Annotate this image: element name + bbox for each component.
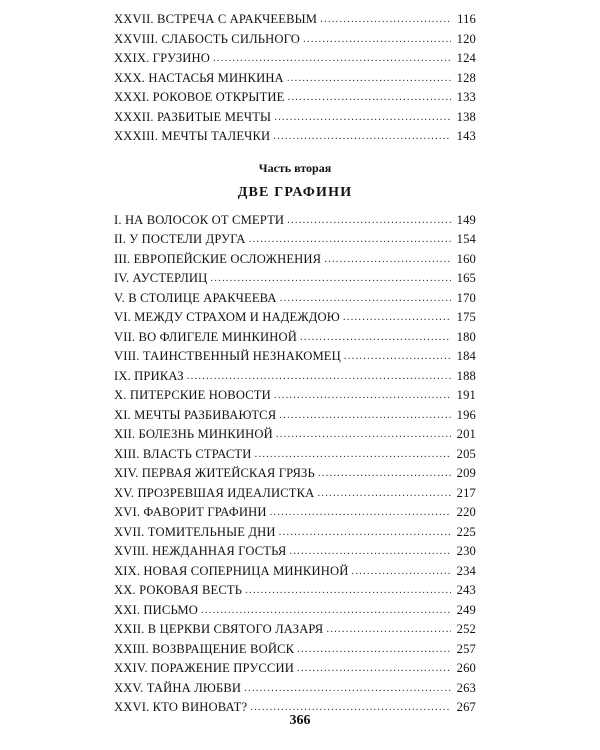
dot-leader: [324, 251, 451, 266]
chapter-page-number: 188: [456, 368, 476, 383]
chapter-page-number: 209: [456, 466, 476, 480]
chapter-title: XVI. ФАВОРИТ ГРАФИНИ: [114, 505, 267, 519]
chapter-title: XVIII. НЕЖДАННАЯ ГОСТЬЯ: [114, 544, 287, 558]
chapter-title: XV. ПРОЗРЕВШАЯ ИДЕАЛИСТКА: [114, 485, 315, 500]
dot-leader: [210, 270, 451, 285]
dot-leader: [344, 348, 451, 363]
dot-leader: [274, 387, 451, 402]
toc-entry: [114, 213, 476, 233]
chapter-title: XXVI. КТО ВИНОВАТ?: [114, 700, 248, 714]
chapter-title: XXXII. РАЗБИТЫЕ МЕЧТЫ: [114, 109, 272, 124]
chapter-title: XXIV. ПОРАЖЕНИЕ ПРУССИИ: [114, 661, 294, 675]
table-of-contents: [114, 12, 476, 720]
toc-entry: [114, 90, 476, 110]
chapter-title: XI. МЕЧТЫ РАЗБИВАЮТСЯ: [114, 407, 277, 422]
page-number: 366: [289, 713, 311, 728]
chapter-title: XXVIII. СЛАБОСТЬ СИЛЬНОГО: [114, 31, 301, 46]
chapter-page-number: 243: [456, 583, 476, 597]
chapter-page-number: 205: [456, 446, 476, 461]
chapter-page-number: 196: [456, 407, 476, 422]
chapter-page-number: 165: [456, 271, 476, 285]
dot-leader: [279, 407, 451, 422]
dot-leader: [317, 485, 451, 500]
toc-entry: [114, 291, 476, 311]
toc-entry: [114, 110, 476, 130]
toc-entry: [114, 32, 476, 52]
dot-leader: [201, 602, 451, 617]
toc-entry: [114, 622, 476, 642]
chapter-page-number: 260: [456, 661, 476, 675]
toc-entry: [114, 525, 476, 545]
part-title: ДВЕ ГРАФИНИ: [237, 184, 353, 200]
toc-entry: [114, 310, 476, 330]
chapter-page-number: 249: [456, 602, 476, 617]
chapter-page-number: 124: [456, 51, 476, 65]
chapter-title: VI. МЕЖДУ СТРАХОМ И НАДЕЖДОЮ: [114, 310, 340, 324]
chapter-title: XVII. ТОМИТЕЛЬНЫЕ ДНИ: [114, 524, 276, 539]
chapter-title: XXXIII. МЕЧТЫ ТАЛЕЧКИ: [114, 129, 271, 143]
toc-entry: [114, 252, 476, 272]
chapter-title: X. ПИТЕРСКИЕ НОВОСТИ: [114, 388, 271, 402]
dot-leader: [297, 641, 451, 656]
chapter-page-number: 252: [456, 622, 476, 636]
toc-entry: [114, 505, 476, 525]
toc-entry: [114, 349, 476, 369]
chapter-page-number: 120: [456, 31, 476, 46]
chapter-title: XXVII. ВСТРЕЧА С АРАКЧЕЕВЫМ: [114, 12, 318, 26]
toc-entry: [114, 71, 476, 91]
dot-leader: [318, 465, 451, 480]
toc-entry: [114, 271, 476, 291]
chapter-title: I. НА ВОЛОСОК ОТ СМЕРТИ: [114, 212, 285, 227]
toc-part1-list: [114, 12, 476, 149]
chapter-page-number: 154: [456, 232, 476, 246]
chapter-title: IX. ПРИКАЗ: [114, 368, 184, 383]
toc-entry: [114, 642, 476, 662]
dot-leader: [289, 543, 451, 558]
chapter-title: XIV. ПЕРВАЯ ЖИТЕЙСКАЯ ГРЯЗЬ: [114, 466, 315, 480]
chapter-page-number: 234: [456, 563, 476, 578]
dot-leader: [187, 368, 451, 383]
chapter-page-number: 184: [456, 349, 476, 363]
toc-entry: [114, 447, 476, 467]
chapter-title: XXIII. ВОЗВРАЩЕНИЕ ВОЙСК: [114, 641, 295, 656]
toc-entry: [114, 427, 476, 447]
chapter-page-number: 220: [456, 505, 476, 519]
chapter-page-number: 267: [456, 700, 476, 714]
chapter-page-number: 257: [456, 641, 476, 656]
toc-entry: [114, 466, 476, 486]
toc-entry: [114, 232, 476, 252]
toc-entry: [114, 583, 476, 603]
chapter-title: XXX. НАСТАСЬЯ МИНКИНА: [114, 70, 284, 85]
chapter-title: XX. РОКОВАЯ ВЕСТЬ: [114, 583, 243, 597]
toc-entry: [114, 51, 476, 71]
dot-leader: [213, 50, 451, 65]
dot-leader: [287, 212, 451, 227]
dot-leader: [250, 699, 451, 714]
dot-leader: [326, 621, 451, 636]
dot-leader: [320, 11, 451, 26]
chapter-title: III. ЕВРОПЕЙСКИЕ ОСЛОЖНЕНИЯ: [114, 251, 322, 266]
chapter-page-number: 201: [456, 427, 476, 441]
toc-entry: [114, 330, 476, 350]
chapter-page-number: 138: [456, 109, 476, 124]
dot-leader: [297, 660, 451, 675]
dot-leader: [287, 70, 451, 85]
chapter-title: XXV. ТАЙНА ЛЮБВИ: [114, 680, 242, 695]
chapter-title: VII. ВО ФЛИГЕЛЕ МИНКИНОЙ: [114, 329, 298, 344]
chapter-page-number: 116: [457, 12, 476, 26]
dot-leader: [351, 563, 451, 578]
part-subtitle: Часть вторая: [258, 160, 332, 175]
toc-entry: [114, 661, 476, 681]
chapter-page-number: 180: [456, 329, 476, 344]
dot-leader: [303, 31, 451, 46]
chapter-page-number: 143: [456, 129, 476, 143]
dot-leader: [300, 329, 451, 344]
chapter-title: XXXI. РОКОВОЕ ОТКРЫТИЕ: [114, 90, 285, 104]
dot-leader: [270, 504, 451, 519]
chapter-page-number: 230: [456, 544, 476, 558]
chapter-page-number: 160: [456, 251, 476, 266]
chapter-page-number: 225: [456, 524, 476, 539]
toc-entry: [114, 603, 476, 623]
dot-leader: [244, 680, 451, 695]
dot-leader: [249, 231, 451, 246]
chapter-page-number: 170: [456, 290, 476, 305]
toc-entry: [114, 681, 476, 701]
chapter-page-number: 128: [456, 70, 476, 85]
chapter-page-number: 149: [456, 212, 476, 227]
chapter-page-number: 175: [456, 310, 476, 324]
chapter-page-number: 217: [456, 485, 476, 500]
toc-entry: [114, 486, 476, 506]
toc-part2-list: [114, 213, 476, 720]
chapter-title: XII. БОЛЕЗНЬ МИНКИНОЙ: [114, 427, 273, 441]
chapter-title: VIII. ТАИНСТВЕННЫЙ НЕЗНАКОМЕЦ: [114, 349, 341, 363]
chapter-title: IV. АУСТЕРЛИЦ: [114, 271, 208, 285]
dot-leader: [279, 524, 451, 539]
dot-leader: [274, 109, 451, 124]
toc-entry: [114, 564, 476, 584]
chapter-title: II. У ПОСТЕЛИ ДРУГА: [114, 232, 246, 246]
chapter-title: XXIX. ГРУЗИНО: [114, 51, 211, 65]
toc-entry: [114, 12, 476, 32]
toc-entry: [114, 544, 476, 564]
chapter-title: XXI. ПИСЬМО: [114, 602, 198, 617]
toc-entry: [114, 129, 476, 149]
part-heading: [114, 160, 476, 202]
chapter-page-number: 263: [456, 680, 476, 695]
chapter-title: V. В СТОЛИЦЕ АРАКЧЕЕВА: [114, 290, 277, 305]
toc-entry: [114, 388, 476, 408]
chapter-page-number: 191: [456, 388, 476, 402]
dot-leader: [276, 426, 451, 441]
dot-leader: [245, 582, 451, 597]
dot-leader: [280, 290, 451, 305]
dot-leader: [343, 309, 451, 324]
toc-entry: [114, 408, 476, 428]
toc-entry: [114, 369, 476, 389]
dot-leader: [273, 128, 451, 143]
chapter-page-number: 133: [456, 90, 476, 104]
chapter-title: XIX. НОВАЯ СОПЕРНИЦА МИНКИНОЙ: [114, 563, 349, 578]
dot-leader: [288, 89, 452, 104]
chapter-title: XXII. В ЦЕРКВИ СВЯТОГО ЛАЗАРЯ: [114, 622, 324, 636]
chapter-title: XIII. ВЛАСТЬ СТРАСТИ: [114, 446, 252, 461]
dot-leader: [255, 446, 451, 461]
